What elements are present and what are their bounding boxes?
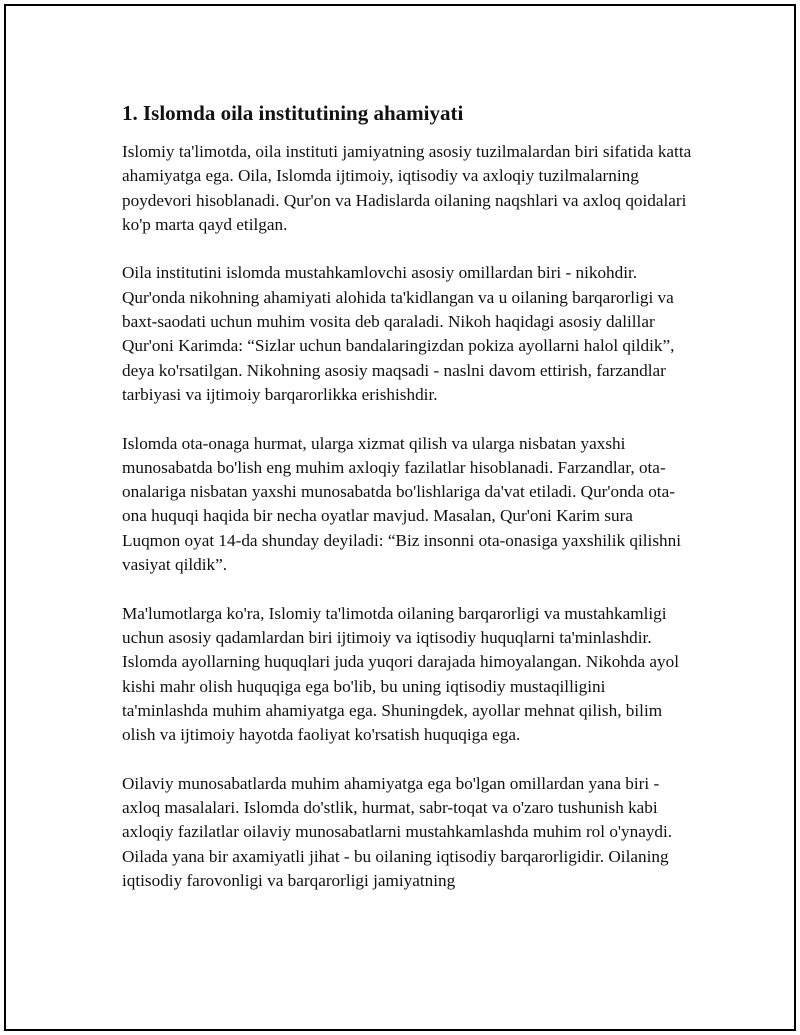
paragraph-1: Islomiy ta'limotda, oila instituti jamiyatning asosiy tuzilmalardan biri sifatida katta ahamiyatga ega. Oila, Islomda ijtimoiy, iqtisodiy va axloqiy tuzilmalarning poydevori hisoblanadi. Qur'on va Hadislarda oilaning naqshlari va axloq qoidalari ko'p marta qayd etilgan.: [122, 142, 692, 234]
section-heading: 1. Islomda oila institutining ahamiyati: [122, 101, 464, 125]
paragraph-5: Oilaviy munosabatlarda muhim ahamiyatga ega bo'lgan omillardan yana biri - axloq masalalari. Islomda do'stlik, hurmat, sabr-toqat va o'zaro tushunish kabi axloqiy fazilatlar oilaviy munosabatlarni mustahkamlashda muhim rol o'ynaydi. Oilada yana bir axamiyatli jihat - bu oilaning iqtisodiy barqarorligidir. Oilaning iqtisodiy farovonligi va barqarorligi jamiyatning: [122, 773, 673, 890]
paragraph-4: Ma'lumotlarga ko'ra, Islomiy ta'limotda oilaning barqarorligi va mustahkamligi uchun asosiy qadamlardan biri ijtimoiy va iqtisodiy huquqlarni ta'minlashdir. Islomda ayollarning huquqlari juda yuqori darajada himoyalangan. Nikohda ayol kishi mahr olish huquqiga ega bo'lib, bu uning iqtisodiy mustaqilligini ta'minlashda muhim ahamiyatga ega. Shuningdek, ayollar mehnat qilish, bilim olish va ijtimoiy hayotda faoliyat ko'rsatish huquqiga ega.: [122, 603, 680, 745]
paragraph-3: Islomda ota-onaga hurmat, ularga xizmat qilish va ularga nisbatan yaxshi munosabatda bo'lish eng muhim axloqiy fazilatlar hisoblanadi. Farzandlar, ota-onalariga nisbatan yaxshi munosabatda bo'lishlariga da'vat etiladi. Qur'onda ota-ona huquqi haqida bir necha oyatlar mavjud. Masalan, Qur'oni Karim sura Luqmon oyat 14-da shunday deyiladi: “Biz insonni ota-onasiga yaxshilik qilishni vasiyat qildik”.: [122, 433, 681, 575]
document-body: [122, 100, 692, 918]
page-frame: [4, 4, 796, 1031]
paragraph-2: Oila institutini islomda mustahkamlovchi asosiy omillardan biri - nikohdir. Qur'onda nikohning ahamiyati alohida ta'kidlangan va u oilaning barqarorligi va baxt-saodati uchun muhim vosita deb qaraladi. Nikoh haqidagi asosiy dalillar Qur'oni Karimda: “Sizlar uchun bandalaringizdan pokiza ayollarni halol qildik”, deya ko'rsatilgan. Nikohning asosiy maqsadi - naslni davom ettirish, farzandlar tarbiyasi va ijtimoiy barqarorlikka erishishdir.: [122, 263, 675, 404]
